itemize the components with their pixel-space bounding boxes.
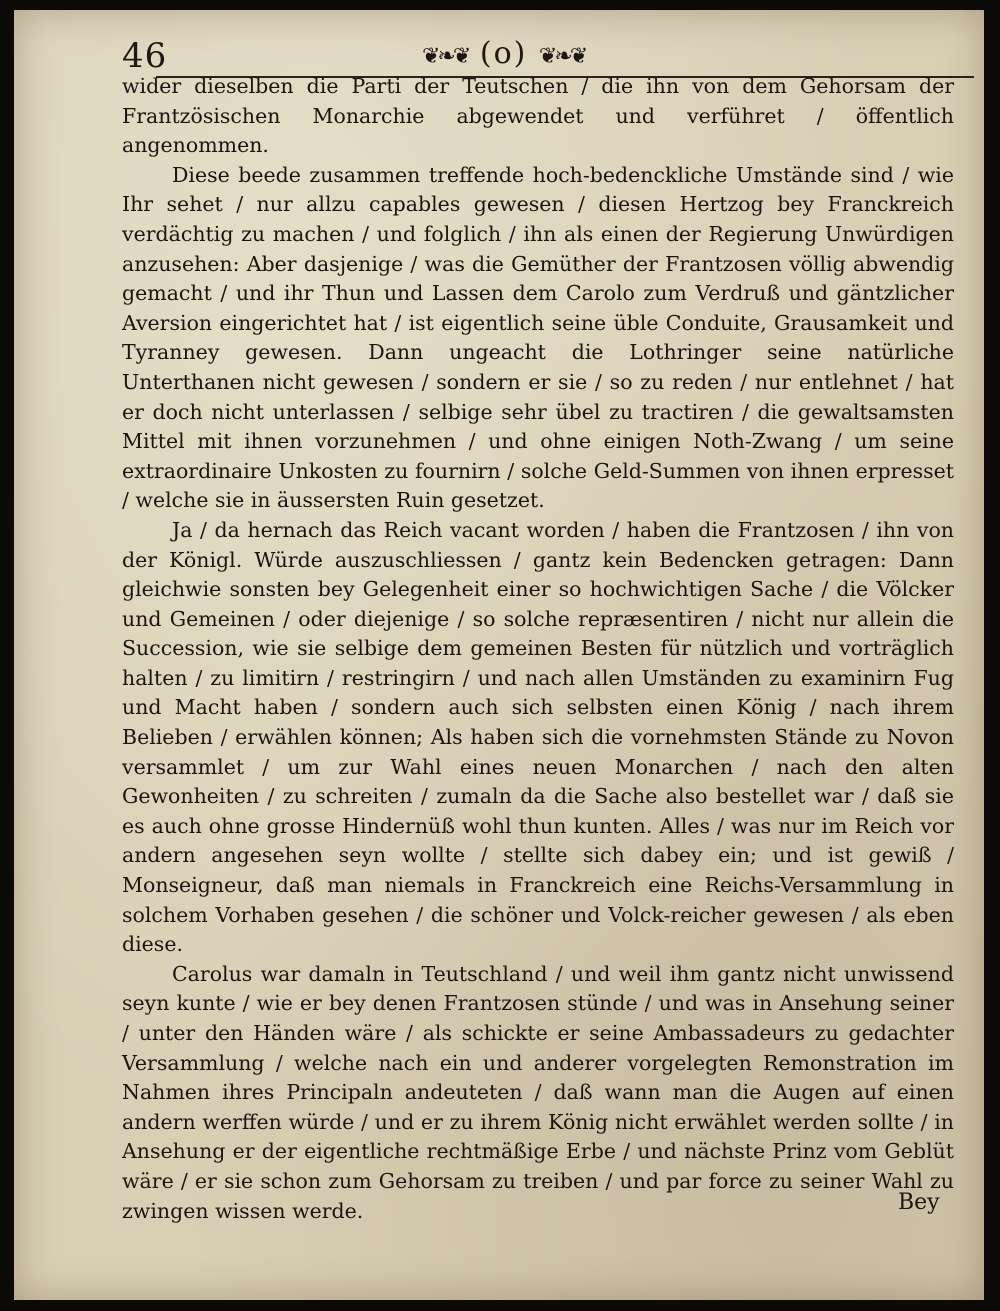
paragraph-3: Ja / da hernach das Reich vacant worden / haben die Frantzosen / ihn von der Königl. Würde auszuschliessen / gantz kein Bedencken getragen: Dann gleichwie sonsten bey Gelegenheit einer so hochwichtigen Sache / die Völcker und Gemeinen / oder diejenige / so solche repræsentiren / nicht nur allein die Succession, wie sie selbige dem gemeinen Besten für nützlich und vorträglich halten / zu limitirn / restringirn / und nach allen Umständen zu examinirn Fug und Macht haben / sondern auch sich selbsten einen König / nach ihrem Belieben / erwählen können; Als haben sich die vornehmsten Stände zu Novon versammlet / um zur Wahl eines neuen Monarchen / nach den alten Gewonheiten / zu schreiten / zumaln da die Sache also bestellet war / daß sie es auch ohne grosse Hindernüß wohl thun kunten. Alles / was nur im Reich vor andern angesehen seyn wollte / stellte sich dabey ein; und ist gewiß / Monseigneur, daß man niemals in Franckreich eine Reichs-Versammlung in solchem Vorhaben gesehen / die schöner und Volck-reicher gewesen / als eben diese. xyxy=(122,517,954,957)
right-ornament-icon: ❦❧❦ xyxy=(538,44,586,69)
paragraph-1: wider dieselben die Parti der Teutschen / die ihn von dem Gehorsam der Frantzösischen Monarchie abgewendet und verführet / öffentlich angenommen. xyxy=(122,74,954,158)
paragraph-2: Diese beede zusammen treffende hoch-bedenckliche Umstände sind / wie Ihr sehet / nur allzu capables gewesen / diesen Hertzog bey Franckreich verdächtig zu machen / und folglich / ihn als einen der Regierung Unwürdigen anzusehen: Aber dasjenige / was die Gemüther der Frantzosen völlig abwendig gemacht / und ihr Thun und Lassen dem Carolo zum Verdruß und gäntzlicher Aversion eingerichtet hat / ist eigentlich seine üble Conduite, Grausamkeit und Tyranney gewesen. Dann ungeacht die Lothringer seine natürliche Unterthanen nicht gewesen / sondern er sie / so zu reden / nur entlehnet / hat er doch nicht unterlassen / selbige sehr übel zu tractiren / die gewaltsamsten Mittel mit ihnen vorzunehmen / und ohne einigen Noth-Zwang / um seine extraordinaire Unkosten zu fournirn / solche Geld-Summen von ihnen erpresset / welche sie in äussersten Ruin gesetzet. xyxy=(122,162,954,513)
page-number: 46 xyxy=(122,36,168,76)
left-ornament-icon: ❦❧❦ xyxy=(422,44,469,69)
running-head xyxy=(422,36,585,71)
running-head-text: (o) xyxy=(479,36,528,71)
paragraph-4: Carolus war damaln in Teutschland / und weil ihm gantz nicht unwissend seyn kunte / wie er bey denen Frantzosen stünde / und was in Ansehung seiner / unter den Händen wäre / als schickte er seine Ambassadeurs zu gedachter Versammlung / welche nach ein und anderer vorgelegten Remonstration im Nahmen ihres Principaln andeuteten / daß wann man die Augen auf einen andern werffen würde / und er zu ihrem König nicht erwählet werden sollte / in Ansehung er der eigentliche rechtmäßige Erbe / und nächste Prinz vom Geblüt wäre / er sie schon zum Gehorsam zu treiben / und par force zu seiner Wahl zu zwingen wissen werde. xyxy=(122,961,954,1223)
body-text xyxy=(122,72,954,1226)
scan-border xyxy=(0,0,14,1311)
catchword: Bey xyxy=(898,1190,940,1215)
